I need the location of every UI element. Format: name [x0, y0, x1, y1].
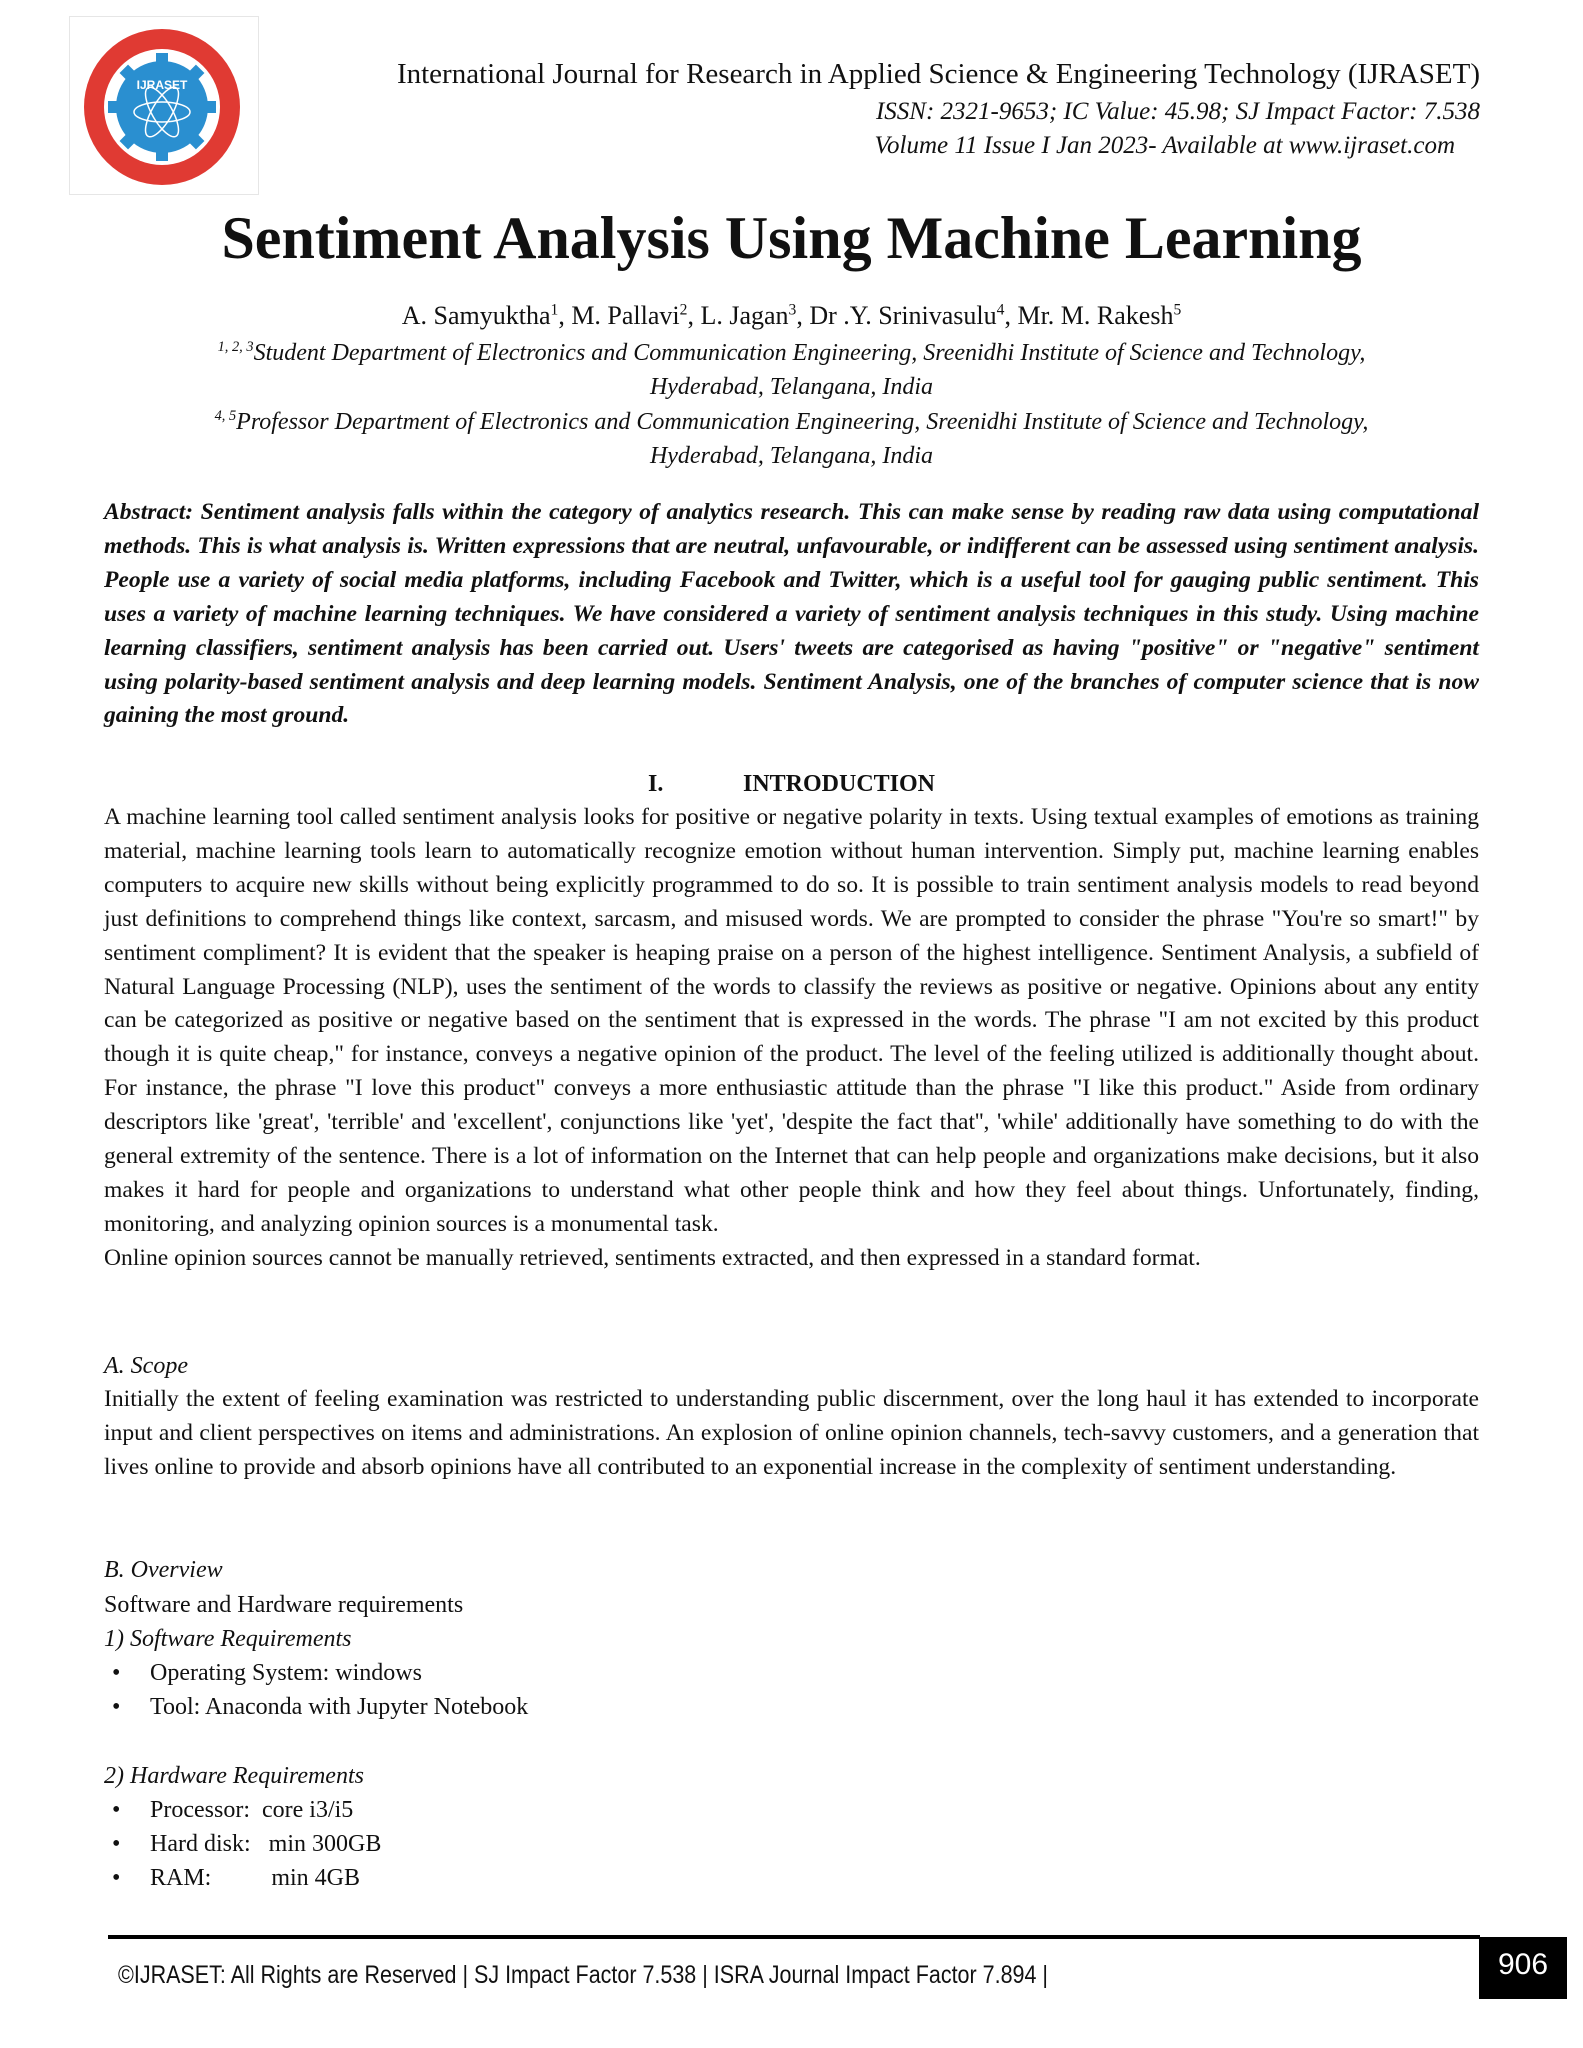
affiliation-2 [150, 405, 1433, 473]
list-item [112, 1690, 528, 1724]
author-sup: 5 [1173, 301, 1182, 319]
ijraset-logo-icon [70, 17, 258, 194]
bullet-icon: • [112, 1694, 121, 1720]
author-list [0, 298, 1583, 334]
issn-line: ISSN: 2321-9653; IC Value: 45.98; SJ Impact Factor: 7.538 [875, 98, 1480, 125]
author: L. Jagan [700, 301, 789, 330]
intro-paragraph-2: Online opinion sources cannot be manually retrieved, sentiments extracted, and then expressed in a standard format. [104, 1244, 1201, 1271]
list-item [112, 1861, 360, 1895]
scope-paragraph: Initially the extent of feeling examination was restricted to understanding public discernment, over the long haul it has extended to incorporate input and client perspectives on items and administrations. An explosion of online opinion channels, tech-savvy customers, and a generation that lives online to provide and absorb opinions have all contributed to an exponential increase in the complexity of sentiment understanding. [104, 1386, 1479, 1480]
author-sup: 3 [788, 301, 797, 319]
software-heading: 1) Software Requirements [104, 1626, 352, 1652]
page-number: 906 [1479, 1937, 1567, 1999]
svg-text:IJRASET: IJRASET [136, 78, 188, 92]
intro-paragraph-1: A machine learning tool called sentiment analysis looks for positive or negative polarity in texts. Using textual examples of emotions as training material, machine learning tools learn to automatically recognize emotion without human intervention. Simply put, machine learning enables computers to acquire new skills without being explicitly programmed to do so. It is possible to train sentiment analysis models to read beyond just definitions to comprehend things like context, sarcasm, and misused words. We are prompted to consider the phrase "You're so smart!" by sentiment compliment? It is evident that the speaker is heaping praise on a person of the highest intelligence. Sentiment Analysis, a subfield of Natural Language Processing (NLP), uses the sentiment of the words to classify the reviews as positive or negative. Opinions about any entity can be categorized as positive or negative based on the sentiment that is expressed in the words. The phrase "I am not excited by this product though it is quite cheap," for instance, conveys a negative opinion of the product. The level of the feeling utilized is additionally thought about. For instance, the phrase "I love this product" conveys a more enthusiastic attitude than the phrase "I like this product." Aside from ordinary descriptors like 'great', 'terrible' and 'excellent', conjunctions like 'yet', 'despite the fact that'', 'while' additionally have something to do with the general extremity of the sentence. There is a lot of information on the Internet that can help people and organizations make decisions, but it also makes it hard for people and organizations to understand what other people think and how they feel about things. Unfortunately, finding, monitoring, and analyzing opinion sources is a monumental task. [104, 804, 1479, 1237]
affiliation-location: Hyderabad, Telangana, India [649, 374, 934, 400]
journal-name: International Journal for Research in Applied Science & Engineering Technology (IJRASET) [396, 58, 1480, 90]
volume-line: Volume 11 Issue I Jan 2023- Available at www.ijraset.com [874, 132, 1455, 159]
list-item-text: Operating System: windows [150, 1660, 422, 1686]
affiliation-1 [150, 336, 1433, 404]
bullet-icon: • [112, 1865, 121, 1891]
section-heading-introduction [0, 767, 1583, 801]
author: M. Pallavi [571, 301, 680, 330]
introduction-paragraph [104, 801, 1479, 1276]
separator: , [796, 301, 810, 330]
hardware-heading: 2) Hardware Requirements [104, 1763, 364, 1789]
bullet-icon: • [112, 1797, 121, 1823]
list-item-text: Hard disk: min 300GB [150, 1831, 382, 1857]
affiliation-location: Hyderabad, Telangana, India [649, 443, 934, 469]
list-item-text: RAM: min 4GB [150, 1865, 361, 1891]
author-sup: 4 [996, 301, 1005, 319]
subsection-heading-scope: A. Scope [104, 1353, 188, 1379]
author-sup: 2 [679, 301, 688, 319]
affiliation-sup: 4, 5 [214, 408, 237, 424]
section-number: I. [647, 771, 664, 797]
bullet-icon: • [112, 1831, 121, 1857]
list-item [112, 1793, 353, 1827]
bullet-icon: • [112, 1660, 121, 1686]
author: A. Samyuktha [401, 301, 551, 330]
separator: , [1004, 301, 1018, 330]
footer-text: ©IJRASET: All Rights are Reserved | SJ Impact Factor 7.538 | ISRA Journal Impact Factor 7.894 | [118, 1961, 1049, 1989]
affiliation-sup: 1, 2, 3 [217, 339, 254, 355]
author-sup: 1 [550, 301, 559, 319]
journal-logo [69, 16, 259, 195]
overview-intro: Software and Hardware requirements [104, 1592, 464, 1618]
list-item [112, 1827, 381, 1861]
separator: , [687, 301, 701, 330]
list-item-text: Processor: core i3/i5 [150, 1797, 354, 1823]
subsection-heading-overview: B. Overview [104, 1557, 223, 1583]
paper-title: Sentiment Analysis Using Machine Learning [221, 205, 1362, 271]
author: Mr. M. Rakesh [1017, 301, 1174, 330]
list-item [112, 1656, 422, 1690]
list-item-text: Tool: Anaconda with Jupyter Notebook [150, 1694, 529, 1720]
affiliation-text: Professor Department of Electronics and Communication Engineering, Sreenidhi Institute of Science and Technology, [236, 409, 1369, 435]
section-title: INTRODUCTION [742, 771, 936, 797]
affiliation-text: Student Department of Electronics and Communication Engineering, Sreenidhi Institute of Science and Technology, [253, 340, 1366, 366]
abstract: Abstract: Sentiment analysis falls within the category of analytics research. This can make sense by reading raw data using computational methods. This is what analysis is. Written expressions that are neutral, unfavourable, or indifferent can be assessed using sentiment analysis. People use a variety of social media platforms, including Facebook and Twitter, which is a useful tool for gauging public sentiment. This uses a variety of machine learning techniques. We have considered a variety of sentiment analysis techniques in this study. Using machine learning classifiers, sentiment analysis has been carried out. Users' tweets are categorised as having "positive" or "negative" sentiment using polarity-based sentiment analysis and deep learning models. Sentiment Analysis, one of the branches of computer science that is now gaining the most ground. [104, 499, 1479, 729]
author: Dr .Y. Srinivasulu [809, 301, 997, 330]
footer-divider [108, 1935, 1480, 1939]
separator: , [558, 301, 572, 330]
